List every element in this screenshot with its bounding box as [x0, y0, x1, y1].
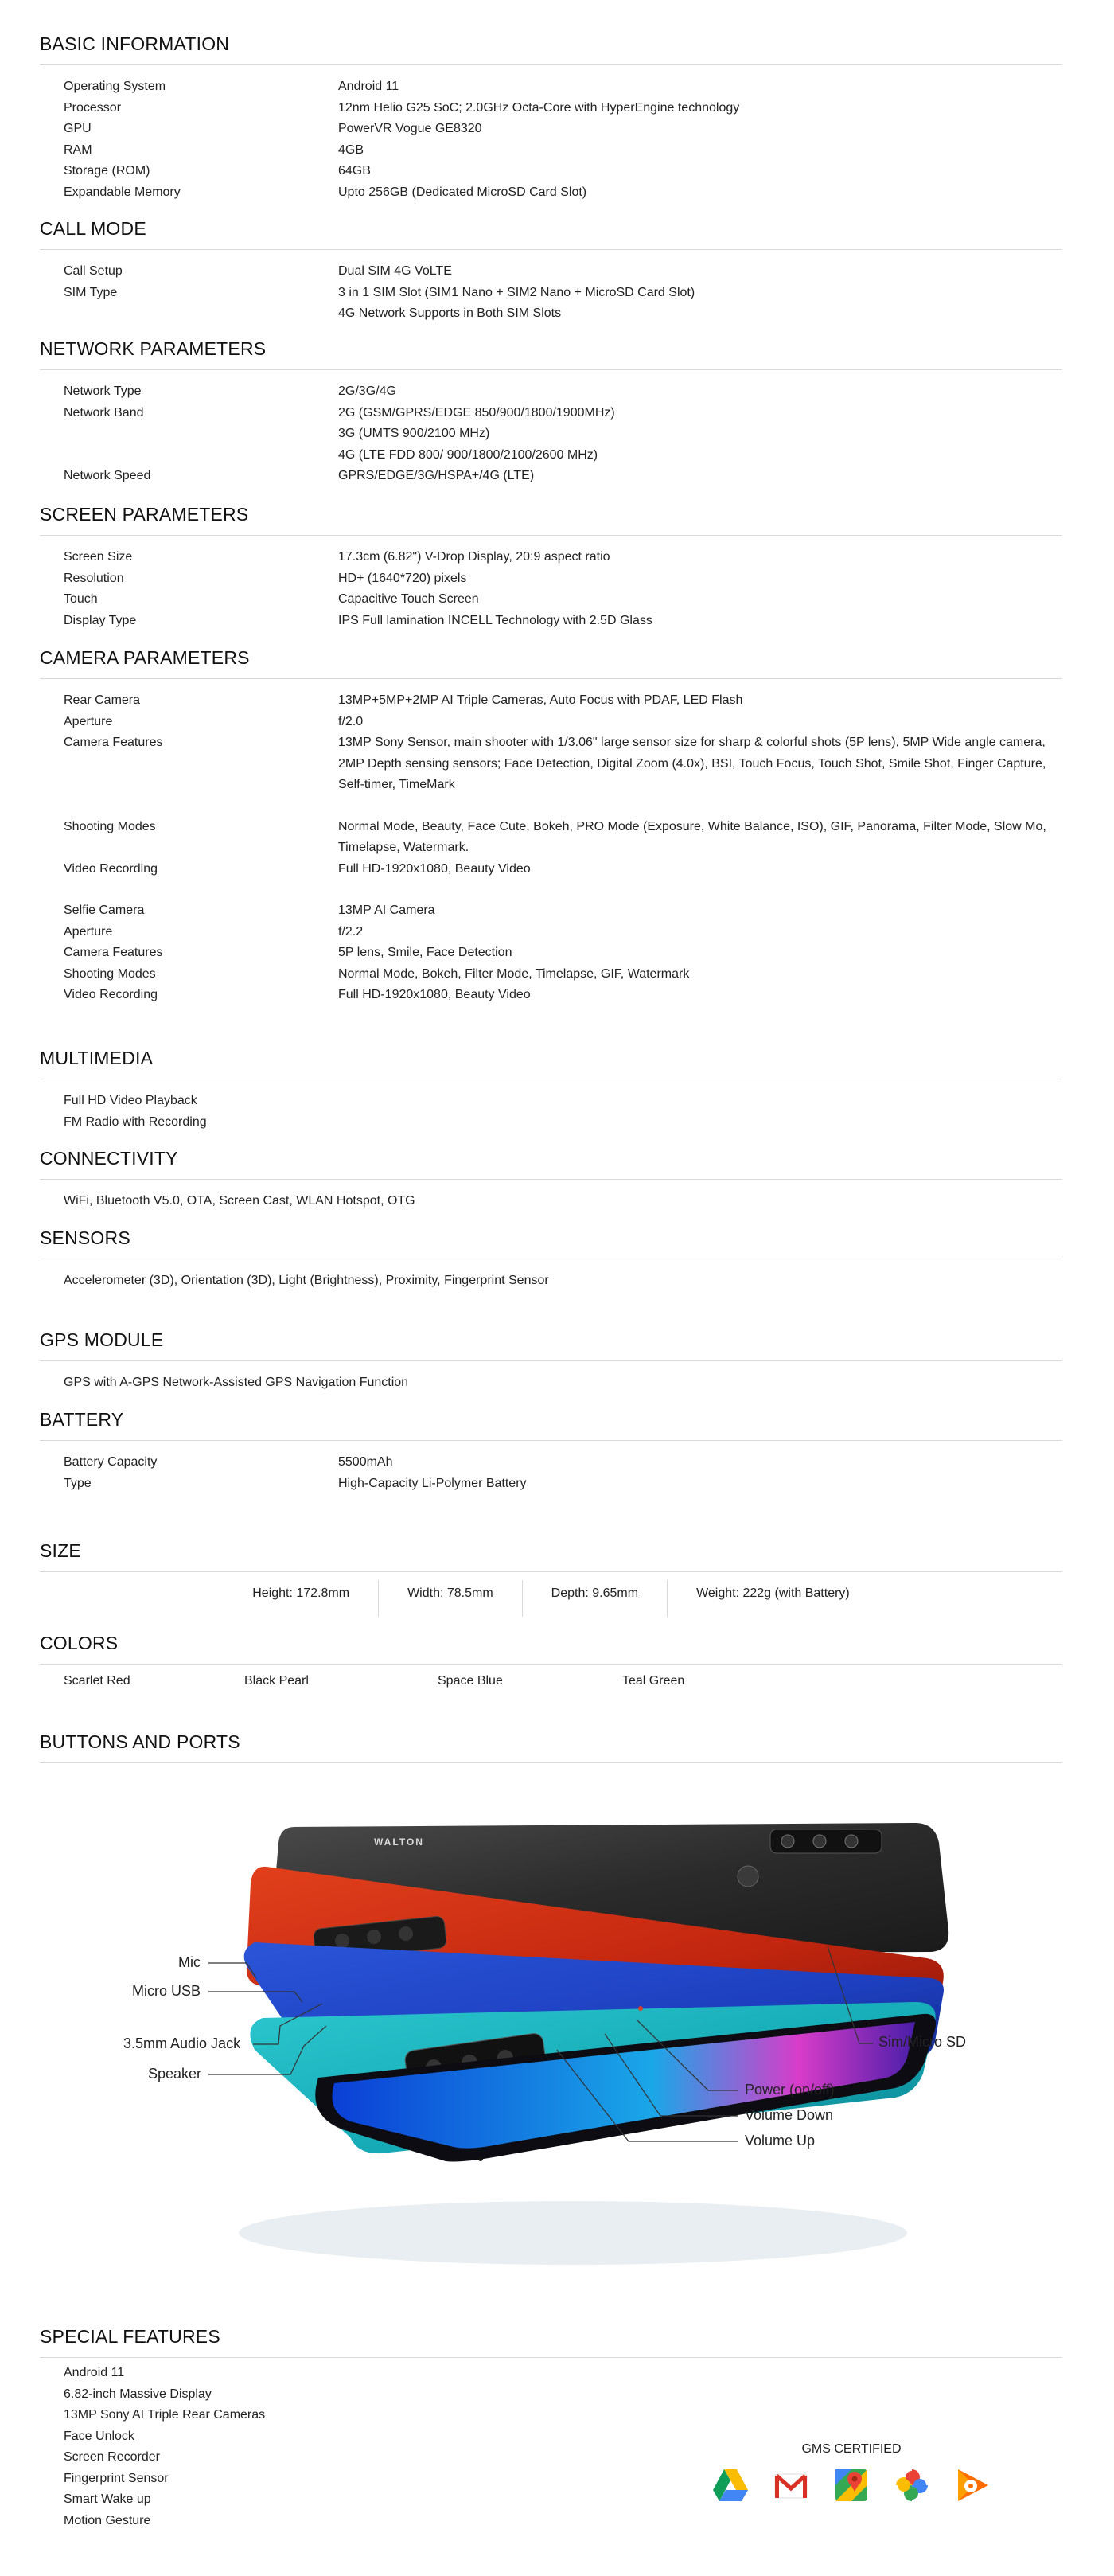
spec-label: GPU [64, 122, 92, 135]
section-screen-parameters [40, 504, 1062, 631]
spec-label: Camera Features [64, 946, 163, 959]
section-basic-information [40, 33, 1062, 203]
camera-rear-row [40, 712, 1062, 733]
section-title: NETWORK PARAMETERS [40, 338, 1062, 370]
spec-value: 3G (UMTS 900/2100 MHz) [338, 427, 490, 440]
spec-rows [40, 76, 1062, 203]
spec-label: Aperture [64, 714, 113, 728]
spec-label: Network Band [64, 405, 144, 420]
spec-label: Shooting Modes [64, 966, 156, 981]
camera-selfie-row [40, 922, 1062, 943]
spec-value: 5500mAh [338, 1455, 393, 1469]
size-height: Height: 172.8mm [252, 1587, 350, 1600]
spec-lines [40, 1191, 1062, 1212]
fingerprint-sensor [738, 1866, 758, 1887]
spec-lines [40, 1372, 1062, 1394]
spec-rows [40, 547, 1062, 631]
special-line: 13MP Sony AI Triple Rear Cameras [64, 2408, 266, 2422]
section-sensors [40, 1228, 1062, 1292]
spec-value: IPS Full lamination INCELL Technology with 2.5D Glass [338, 613, 652, 627]
basic-row [40, 76, 1062, 98]
spec-label: Operating System [64, 80, 166, 93]
spec-value: Full HD-1920x1080, Beauty Video [338, 988, 531, 1001]
spec-label: Processor [64, 100, 122, 115]
colors-row [40, 1674, 1062, 1688]
special-line: Motion Gesture [64, 2513, 151, 2527]
spec-label: Storage (ROM) [64, 164, 150, 178]
basic-row [40, 98, 1062, 119]
spec-lines [40, 1270, 1062, 1292]
basic-row [40, 140, 1062, 162]
basic-row [40, 119, 1062, 140]
call-row [40, 283, 1062, 304]
camera-selfie-row [40, 985, 1062, 1006]
size-depth: Depth: 9.65mm [522, 1580, 667, 1617]
spec-value: 13MP+5MP+2MP AI Triple Cameras, Auto Focus with PDAF, LED Flash [338, 693, 743, 707]
section-connectivity [40, 1148, 1062, 1212]
spec-value: 2G (GSM/GPRS/EDGE 850/900/1800/1900MHz) [338, 405, 615, 420]
spec-value: 4G Network Supports in Both SIM Slots [338, 306, 562, 320]
spec-label: Display Type [64, 613, 137, 627]
spec-label: SIM Type [64, 285, 118, 299]
section-multimedia [40, 1048, 1062, 1133]
gms-icons [700, 2465, 1003, 2506]
special-line: Smart Wake up [64, 2492, 151, 2506]
spec-value: 5P lens, Smile, Face Detection [338, 946, 512, 959]
spec-label: Video Recording [64, 988, 158, 1001]
spec-value: 64GB [338, 164, 371, 178]
spec-value: Dual SIM 4G VoLTE [338, 264, 452, 278]
spec-lines [40, 1091, 1062, 1133]
spec-value: Android 11 [338, 80, 399, 93]
size-weight: Weight: 222g (with Battery) [667, 1580, 878, 1617]
spec-rows-selfie [40, 900, 1062, 1006]
section-call-mode [40, 218, 1062, 325]
callout-sim-micro-sd: Sim/Micro SD [878, 2034, 967, 2050]
google-play-music-icon [952, 2465, 993, 2506]
battery-row [40, 1473, 1062, 1495]
spec-label [40, 423, 338, 445]
spec-value: HD+ (1640*720) pixels [338, 571, 467, 585]
spec-value: 4G (LTE FDD 800/ 900/1800/2100/2600 MHz) [338, 447, 598, 462]
section-title: CAMERA PARAMETERS [40, 647, 1062, 679]
spec-rows-rear [40, 690, 1062, 796]
section-title: SENSORS [40, 1228, 1062, 1259]
spec-value: 13MP AI Camera [338, 904, 435, 917]
screen-row [40, 589, 1062, 611]
network-row [40, 403, 1062, 424]
section-title: MULTIMEDIA [40, 1048, 1062, 1079]
camera-rear-modes-row [40, 859, 1062, 880]
spec-rows [40, 261, 1062, 325]
screen-row [40, 611, 1062, 632]
gps-line: GPS with A-GPS Network-Assisted GPS Navigation Function [64, 1376, 409, 1389]
callout-speaker: Speaker [148, 2066, 202, 2082]
spec-value: Upto 256GB (Dedicated MicroSD Card Slot) [338, 185, 587, 199]
spacer [40, 796, 1062, 817]
basic-row [40, 182, 1062, 204]
section-title: GPS MODULE [40, 1329, 1062, 1361]
camera-selfie-row [40, 964, 1062, 986]
section-title: SPECIAL FEATURES [40, 2326, 1062, 2358]
spec-label: Screen Size [64, 550, 133, 564]
camera-selfie-row [40, 900, 1062, 922]
spec-label [40, 445, 338, 466]
gmail-icon [770, 2465, 812, 2506]
section-buttons-and-ports [40, 1731, 1062, 1763]
callout-volume-up: Volume Up [745, 2133, 816, 2149]
spec-label: Expandable Memory [64, 185, 181, 199]
section-title: BATTERY [40, 1409, 1062, 1441]
network-row [40, 381, 1062, 403]
section-title: SIZE [40, 1540, 1062, 1572]
phones-illustration [0, 1787, 1114, 2305]
special-line: 6.82-inch Massive Display [64, 2387, 212, 2401]
color-black-pearl: Black Pearl [244, 1674, 309, 1688]
spec-rows [40, 1452, 1062, 1494]
gms-title: GMS CERTIFIED [801, 2442, 902, 2456]
connectivity-line: WiFi, Bluetooth V5.0, OTA, Screen Cast, WLAN Hotspot, OTG [64, 1194, 415, 1208]
network-row [40, 423, 1062, 445]
spec-label: Shooting Modes [64, 819, 156, 833]
google-photos-icon [891, 2465, 933, 2506]
spec-value: f/2.2 [338, 924, 364, 939]
shadow [239, 2201, 907, 2265]
section-gps-module [40, 1329, 1062, 1394]
spec-label [40, 303, 338, 325]
size-width: Width: 78.5mm [378, 1580, 522, 1617]
network-row [40, 466, 1062, 487]
callout-micro-usb: Micro USB [132, 1983, 201, 1999]
spec-label: Video Recording [64, 861, 158, 876]
spec-value: 3 in 1 SIM Slot (SIM1 Nano + SIM2 Nano + MicroSD Card Slot) [338, 285, 695, 299]
brand-logo: WALTON [374, 1836, 424, 1848]
camera-selfie-row [40, 943, 1062, 964]
spec-label: Selfie Camera [64, 904, 145, 917]
spec-value: 17.3cm (6.82") V-Drop Display, 20:9 aspect ratio [338, 550, 610, 564]
spec-label: Network Type [64, 384, 142, 398]
spec-label: Rear Camera [64, 693, 141, 707]
call-row [40, 261, 1062, 283]
spec-value: 12nm Helio G25 SoC; 2.0GHz Octa-Core with HyperEngine technology [338, 100, 740, 115]
special-line: Face Unlock [64, 2429, 134, 2443]
callout-volume-down: Volume Down [745, 2107, 834, 2123]
network-row [40, 445, 1062, 466]
spec-label: Network Speed [64, 469, 151, 482]
spec-label: Call Setup [64, 264, 123, 278]
spacer [40, 880, 1062, 900]
color-scarlet-red: Scarlet Red [64, 1674, 130, 1688]
spec-value: Normal Mode, Bokeh, Filter Mode, Timelapse, GIF, Watermark [338, 966, 690, 981]
callout-audio-jack: 3.5mm Audio Jack [123, 2035, 241, 2051]
screen-row [40, 547, 1062, 568]
spec-rows-rear-modes [40, 817, 1062, 880]
section-title: CALL MODE [40, 218, 1062, 250]
color-teal-green: Teal Green [622, 1674, 685, 1688]
special-line: Android 11 [64, 2366, 125, 2379]
screen-row [40, 568, 1062, 590]
spec-label: Camera Features [64, 736, 163, 749]
spec-label: Touch [64, 592, 98, 606]
spec-label: RAM [64, 142, 92, 157]
section-camera-parameters [40, 647, 1062, 1006]
special-line: Fingerprint Sensor [64, 2471, 169, 2485]
special-line: Screen Recorder [64, 2450, 160, 2464]
callout-mic: Mic [178, 1954, 201, 1970]
spec-value: 13MP Sony Sensor, main shooter with 1/3.06" large sensor size for sharp & colorful shots (5P lens), 5MP Wide angle camera, 2MP Depth sensing sensors; Face Detection, Digital Zoom (4.0x), BSI, Touch Focus, Touch Shot, Smile Shot, Finger Capture, Self-timer, TimeMark [338, 736, 1046, 791]
gms-certified-block [700, 2442, 1003, 2506]
section-title: COLORS [40, 1633, 1062, 1665]
sensors-line: Accelerometer (3D), Orientation (3D), Light (Brightness), Proximity, Fingerprint Sensor [64, 1274, 549, 1287]
section-title: CONNECTIVITY [40, 1148, 1062, 1180]
section-battery [40, 1409, 1062, 1494]
spec-value: Full HD-1920x1080, Beauty Video [338, 861, 531, 876]
spec-value: 4GB [338, 142, 364, 157]
spec-value: 2G/3G/4G [338, 384, 396, 398]
battery-row [40, 1452, 1062, 1473]
section-title: BUTTONS AND PORTS [40, 1731, 1062, 1763]
camera-rear-row [40, 690, 1062, 712]
spec-value: PowerVR Vogue GE8320 [338, 122, 482, 135]
section-network-parameters [40, 338, 1062, 487]
color-space-blue: Space Blue [438, 1674, 503, 1688]
spec-label: Aperture [64, 924, 113, 939]
size-row [40, 1580, 1062, 1617]
spec-value: f/2.0 [338, 714, 364, 728]
spec-value: Capacitive Touch Screen [338, 592, 479, 606]
spec-value: High-Capacity Li-Polymer Battery [338, 1476, 527, 1490]
spec-label: Type [64, 1476, 92, 1490]
multimedia-line: FM Radio with Recording [64, 1114, 207, 1129]
section-title: SCREEN PARAMETERS [40, 504, 1062, 536]
section-title: BASIC INFORMATION [40, 33, 1062, 65]
multimedia-line: Full HD Video Playback [64, 1094, 197, 1107]
google-drive-icon [710, 2465, 751, 2506]
section-colors [40, 1633, 1062, 1688]
camera-rear-row [40, 732, 1062, 796]
spec-value: Normal Mode, Beauty, Face Cute, Bokeh, PRO Mode (Exposure, White Balance, ISO), GIF, Panorama, Filter Mode, Slow Mo, Timelapse, Watermark. [338, 819, 1046, 854]
camera-rear-modes-row [40, 817, 1062, 859]
spec-value: GPRS/EDGE/3G/HSPA+/4G (LTE) [338, 469, 535, 482]
spec-rows [40, 381, 1062, 487]
spec-label: Resolution [64, 571, 124, 585]
spec-label: Battery Capacity [64, 1455, 158, 1469]
basic-row [40, 161, 1062, 182]
section-size [40, 1540, 1062, 1617]
google-maps-icon [831, 2465, 872, 2506]
callout-power: Power (on/off) [745, 2082, 835, 2098]
call-row [40, 303, 1062, 325]
